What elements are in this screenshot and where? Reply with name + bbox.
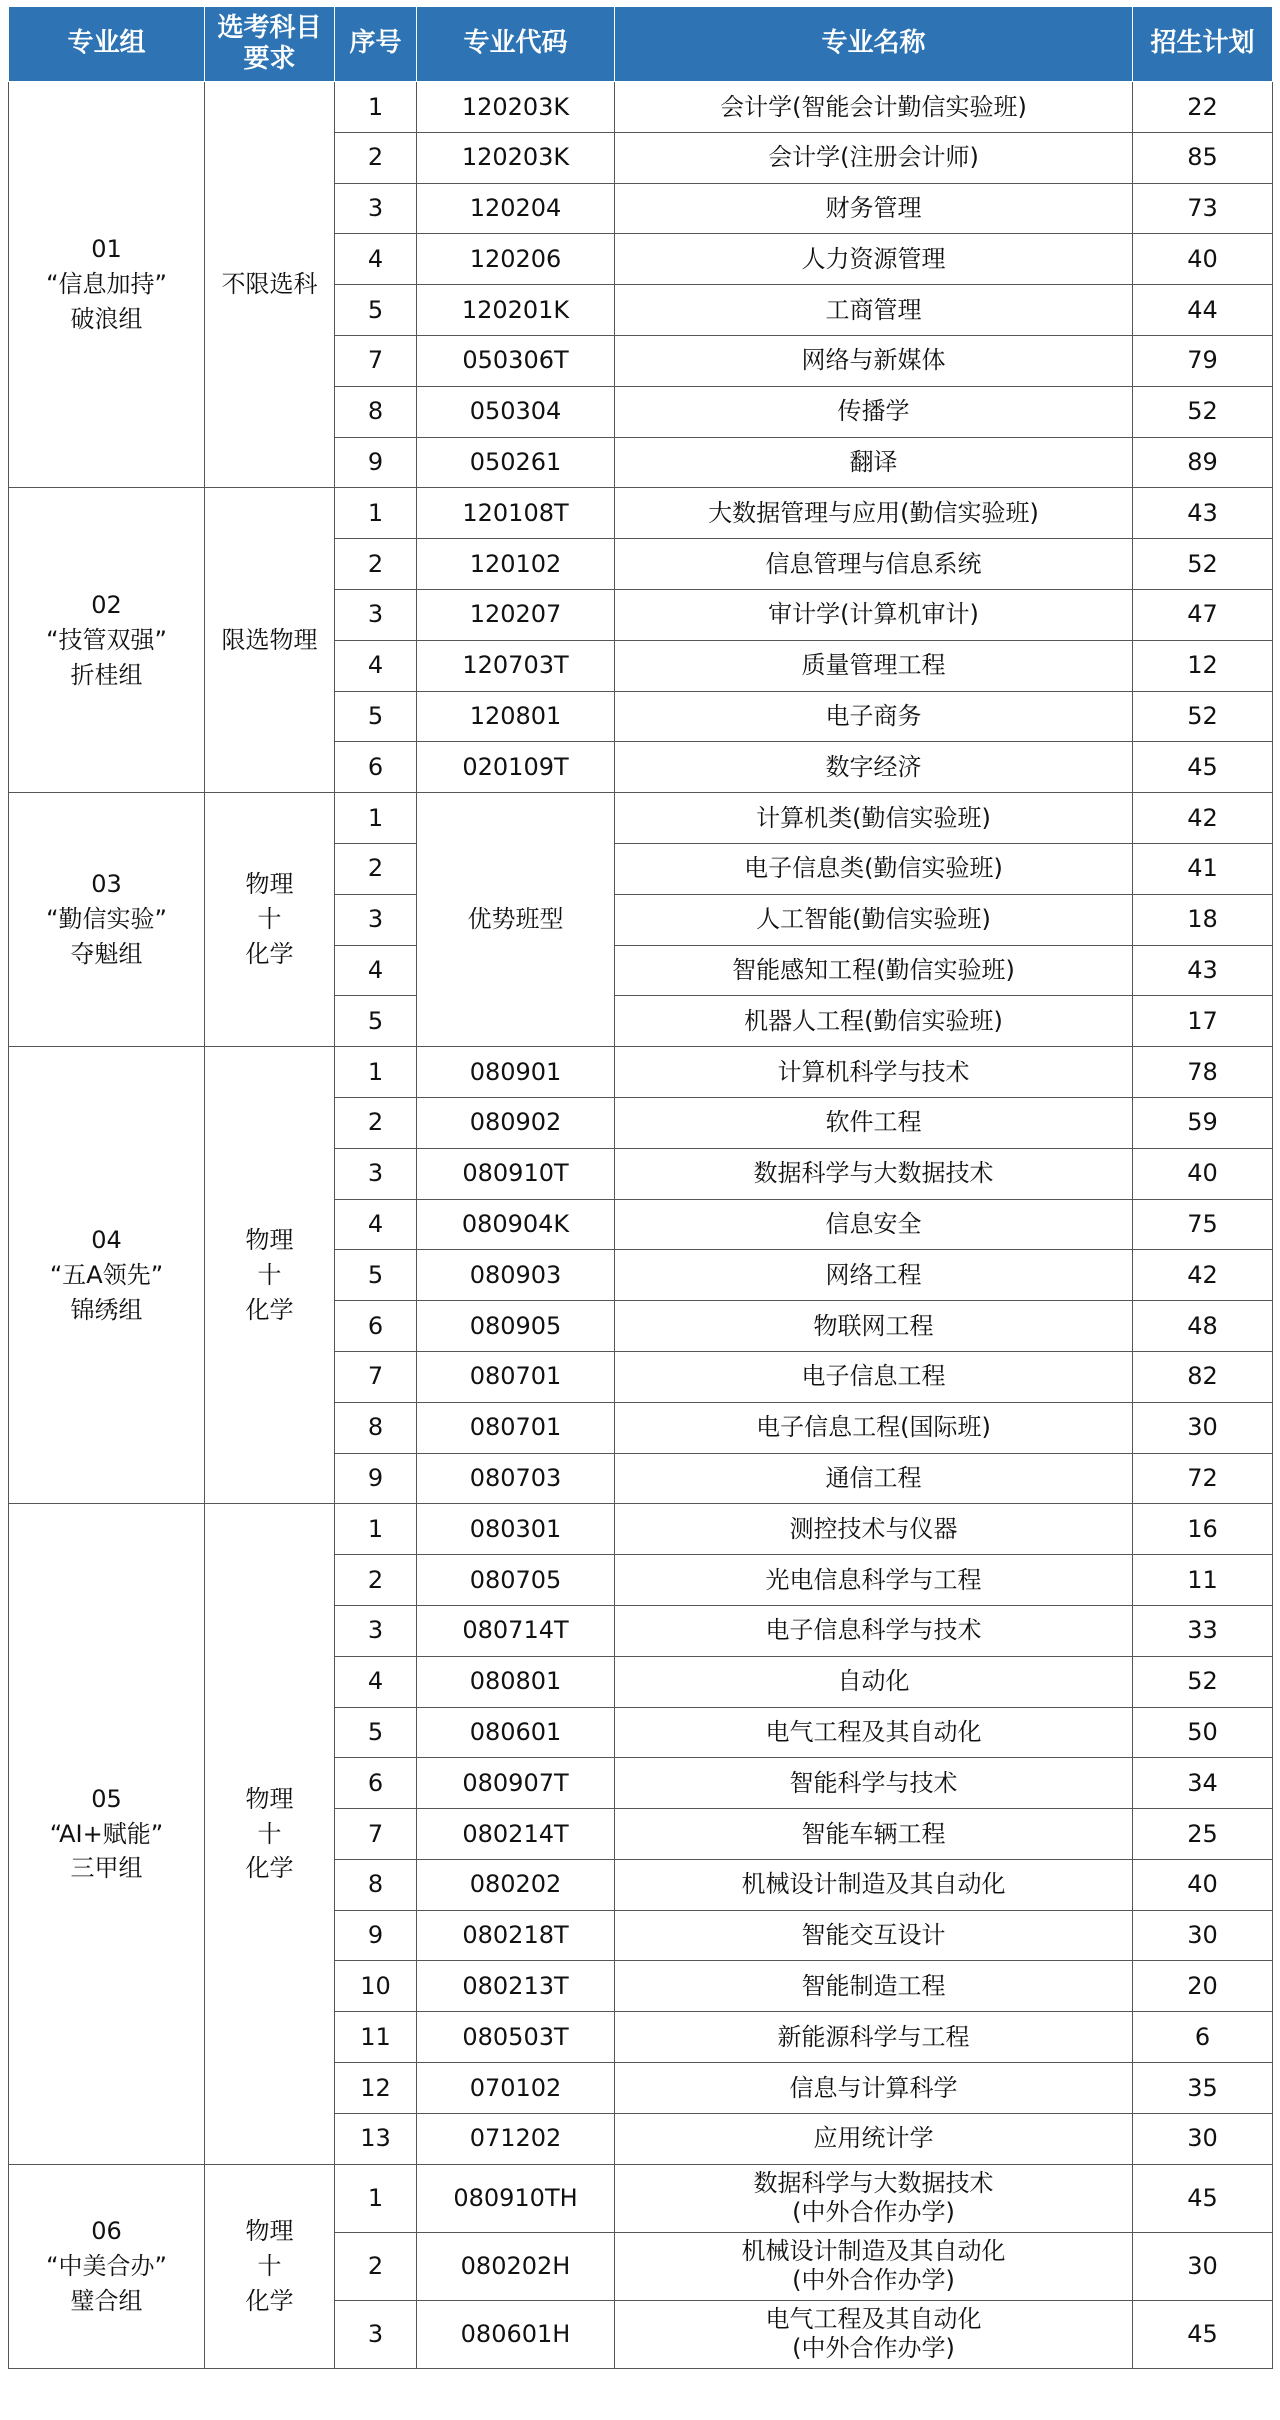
code-cell: 080910TH	[417, 2164, 615, 2232]
seq-cell: 11	[335, 2012, 417, 2063]
code-cell: 120207	[417, 589, 615, 640]
requirement-line: 十	[257, 1819, 282, 1848]
major-name-line: 电子信息类(勤信实验班)	[744, 854, 1003, 883]
code-cell: 080701	[417, 1351, 615, 1402]
seq-cell: 4	[335, 640, 417, 691]
code-cell: 120102	[417, 539, 615, 590]
requirement-line: 化学	[245, 1854, 294, 1883]
plan-cell: 45	[1133, 2300, 1273, 2368]
major-name-cell	[615, 2300, 1133, 2368]
major-name-line: 数据科学与大数据技术	[753, 2169, 994, 2198]
plan-cell: 89	[1133, 437, 1273, 488]
plan-cell: 35	[1133, 2063, 1273, 2114]
major-name-cell	[615, 386, 1133, 437]
major-name-line: 信息管理与信息系统	[765, 549, 982, 578]
code-cell: 050304	[417, 386, 615, 437]
code-cell: 120201K	[417, 285, 615, 336]
major-name-line: 网络与新媒体	[801, 346, 946, 375]
code-cell: 080705	[417, 1555, 615, 1606]
plan-cell: 59	[1133, 1097, 1273, 1148]
table-row	[9, 82, 1273, 133]
plan-cell: 20	[1133, 1961, 1273, 2012]
seq-cell: 7	[335, 1351, 417, 1402]
requirement-cell	[205, 488, 335, 793]
seq-cell: 4	[335, 234, 417, 285]
code-cell: 080801	[417, 1656, 615, 1707]
requirement-cell	[205, 1504, 335, 2164]
major-name-cell	[615, 640, 1133, 691]
code-cell: 080907T	[417, 1758, 615, 1809]
code-cell: 080202H	[417, 2232, 615, 2300]
major-name-line: (中外合作办学)	[792, 2266, 955, 2295]
major-name-cell	[615, 1859, 1133, 1910]
seq-cell: 9	[335, 437, 417, 488]
header-major-name: 专业名称	[615, 7, 1133, 82]
major-name-cell	[615, 1656, 1133, 1707]
major-name-cell	[615, 437, 1133, 488]
major-name-line: 电气工程及其自动化	[765, 1718, 982, 1746]
seq-cell: 5	[335, 691, 417, 742]
requirement-line: 不限选科	[221, 270, 318, 299]
major-name-line: 应用统计学	[813, 2124, 934, 2153]
requirement-line: 化学	[245, 940, 294, 969]
major-name-cell	[615, 691, 1133, 742]
header-seq: 序号	[335, 7, 417, 82]
seq-cell: 6	[335, 1301, 417, 1352]
group-num: 05	[91, 1784, 122, 1813]
code-cell: 080714T	[417, 1605, 615, 1656]
group-sub: 折桂组	[70, 660, 143, 689]
seq-cell: 2	[335, 1555, 417, 1606]
seq-cell: 8	[335, 1859, 417, 1910]
plan-cell: 52	[1133, 691, 1273, 742]
seq-cell: 8	[335, 386, 417, 437]
requirement-cell	[205, 82, 335, 488]
major-name-cell	[615, 1351, 1133, 1402]
plan-cell: 30	[1133, 1402, 1273, 1453]
major-name-line: 人工智能(勤信实验班)	[756, 905, 991, 934]
major-name-cell	[615, 1605, 1133, 1656]
seq-cell: 5	[335, 1250, 417, 1301]
code-cell: 080701	[417, 1402, 615, 1453]
plan-cell: 45	[1133, 742, 1273, 793]
group-name: “AI+赋能”	[49, 1819, 164, 1848]
major-name-cell	[615, 1148, 1133, 1199]
plan-cell: 18	[1133, 894, 1273, 945]
major-name-line: 测控技术与仪器	[789, 1514, 958, 1543]
code-cell: 080904K	[417, 1199, 615, 1250]
seq-cell: 4	[335, 1199, 417, 1250]
seq-cell: 6	[335, 1758, 417, 1809]
seq-cell: 2	[335, 132, 417, 183]
major-name-cell	[615, 996, 1133, 1047]
seq-cell: 3	[335, 1148, 417, 1199]
major-name-cell	[615, 132, 1133, 183]
group-num: 03	[91, 870, 122, 899]
major-name-line: (中外合作办学)	[792, 2198, 955, 2227]
major-name-cell	[615, 2164, 1133, 2232]
major-name-cell	[615, 2113, 1133, 2164]
major-name-cell	[615, 1402, 1133, 1453]
plan-cell: 48	[1133, 1301, 1273, 1352]
major-name-cell	[615, 1250, 1133, 1301]
plan-cell: 40	[1133, 1148, 1273, 1199]
table-row	[9, 1047, 1273, 1098]
major-name-line: 会计学(智能会计勤信实验班)	[720, 92, 1027, 121]
seq-cell: 7	[335, 1809, 417, 1860]
seq-cell: 7	[335, 335, 417, 386]
requirement-line: 十	[257, 1260, 282, 1289]
seq-cell: 9	[335, 1910, 417, 1961]
requirement-line: 物理	[245, 2216, 294, 2245]
seq-cell: 3	[335, 183, 417, 234]
plan-cell: 82	[1133, 1351, 1273, 1402]
requirement-line: 十	[257, 2251, 282, 2280]
major-name-line: 电子信息工程	[801, 1362, 946, 1391]
major-name-line: 电子信息科学与技术	[765, 1616, 982, 1645]
group-name: “技管双强”	[46, 625, 167, 654]
plan-cell: 42	[1133, 1250, 1273, 1301]
major-name-line: 质量管理工程	[801, 651, 946, 680]
major-name-line: 软件工程	[825, 1108, 922, 1137]
group-num: 04	[91, 1226, 122, 1255]
code-cell: 080218T	[417, 1910, 615, 1961]
group-sub: 锦绣组	[70, 1295, 143, 1324]
code-cell-merged: 优势班型	[417, 793, 615, 1047]
seq-cell: 4	[335, 1656, 417, 1707]
plan-cell: 45	[1133, 2164, 1273, 2232]
plan-cell: 78	[1133, 1047, 1273, 1098]
table-row	[9, 793, 1273, 844]
group-cell	[9, 1047, 205, 1504]
major-name-line: 人力资源管理	[801, 244, 946, 273]
seq-cell: 3	[335, 1605, 417, 1656]
major-name-cell	[615, 945, 1133, 996]
table-row	[9, 1504, 1273, 1555]
code-cell: 070102	[417, 2063, 615, 2114]
plan-cell: 40	[1133, 234, 1273, 285]
seq-cell: 10	[335, 1961, 417, 2012]
seq-cell: 6	[335, 742, 417, 793]
major-name-cell	[615, 589, 1133, 640]
major-name-cell	[615, 2012, 1133, 2063]
code-cell: 071202	[417, 2113, 615, 2164]
seq-cell: 1	[335, 488, 417, 539]
major-name-cell	[615, 234, 1133, 285]
group-cell	[9, 793, 205, 1047]
group-cell	[9, 2164, 205, 2368]
major-name-line: 数据科学与大数据技术	[753, 1159, 994, 1188]
major-name-cell	[615, 1199, 1133, 1250]
seq-cell: 8	[335, 1402, 417, 1453]
major-name-line: 信息安全	[825, 1210, 922, 1239]
group-sub: 破浪组	[70, 305, 143, 334]
seq-cell: 2	[335, 843, 417, 894]
group-cell	[9, 82, 205, 488]
major-name-line: 计算机科学与技术	[777, 1057, 970, 1086]
header-requirement	[205, 7, 335, 82]
major-name-line: 光电信息科学与工程	[765, 1565, 982, 1594]
group-name: “中美合办”	[46, 2251, 167, 2280]
plan-cell: 50	[1133, 1707, 1273, 1758]
seq-cell: 9	[335, 1453, 417, 1504]
requirement-line: 限选物理	[221, 625, 318, 654]
plan-cell: 17	[1133, 996, 1273, 1047]
major-name-cell	[615, 285, 1133, 336]
code-cell: 120203K	[417, 82, 615, 133]
major-name-line: (中外合作办学)	[792, 2334, 955, 2363]
code-cell: 120203K	[417, 132, 615, 183]
code-cell: 080601	[417, 1707, 615, 1758]
plan-cell: 41	[1133, 843, 1273, 894]
code-cell: 120703T	[417, 640, 615, 691]
seq-cell: 5	[335, 996, 417, 1047]
code-cell: 080905	[417, 1301, 615, 1352]
requirement-line: 化学	[245, 2286, 294, 2315]
plan-cell: 11	[1133, 1555, 1273, 1606]
seq-cell: 1	[335, 2164, 417, 2232]
major-name-line: 数字经济	[825, 752, 922, 781]
major-name-line: 大数据管理与应用(勤信实验班)	[708, 498, 1039, 527]
group-num: 01	[91, 235, 122, 264]
group-sub: 三甲组	[70, 1854, 143, 1883]
requirement-line: 物理	[245, 1784, 294, 1813]
code-cell: 080214T	[417, 1809, 615, 1860]
table-row	[9, 2164, 1273, 2232]
code-cell: 050306T	[417, 335, 615, 386]
plan-cell: 16	[1133, 1504, 1273, 1555]
requirement-line: 化学	[245, 1295, 294, 1324]
major-name-line: 会计学(注册会计师)	[768, 143, 979, 172]
major-name-line: 智能交互设计	[801, 1921, 946, 1950]
seq-cell: 12	[335, 2063, 417, 2114]
requirement-cell	[205, 2164, 335, 2368]
major-name-line: 自动化	[837, 1667, 910, 1696]
requirement-line: 物理	[245, 870, 294, 899]
seq-cell: 5	[335, 1707, 417, 1758]
major-name-cell	[615, 488, 1133, 539]
group-name: “五A领先”	[49, 1260, 164, 1289]
major-name-cell	[615, 1047, 1133, 1098]
seq-cell: 13	[335, 2113, 417, 2164]
header-row	[9, 7, 1273, 82]
major-name-cell	[615, 1961, 1133, 2012]
plan-cell: 85	[1133, 132, 1273, 183]
major-name-cell	[615, 82, 1133, 133]
major-name-line: 电子信息工程(国际班)	[756, 1413, 991, 1442]
major-name-line: 财务管理	[825, 194, 922, 223]
plan-cell: 72	[1133, 1453, 1273, 1504]
major-name-line: 传播学	[837, 397, 910, 426]
plan-cell: 22	[1133, 82, 1273, 133]
header-requirement-line: 要求	[243, 44, 296, 74]
seq-cell: 1	[335, 1504, 417, 1555]
code-cell: 080202	[417, 1859, 615, 1910]
major-name-cell	[615, 2063, 1133, 2114]
code-cell: 080903	[417, 1250, 615, 1301]
code-cell: 050261	[417, 437, 615, 488]
table-row	[9, 488, 1273, 539]
major-name-cell	[615, 843, 1133, 894]
seq-cell: 1	[335, 82, 417, 133]
major-name-line: 智能车辆工程	[801, 1819, 946, 1848]
plan-cell: 52	[1133, 539, 1273, 590]
major-name-cell	[615, 335, 1133, 386]
major-name-cell	[615, 793, 1133, 844]
code-cell: 120801	[417, 691, 615, 742]
code-cell: 080213T	[417, 1961, 615, 2012]
major-name-line: 计算机类(勤信实验班)	[756, 803, 991, 832]
enrollment-table	[8, 6, 1273, 2369]
plan-cell: 52	[1133, 1656, 1273, 1707]
major-name-cell	[615, 1097, 1133, 1148]
code-cell: 080901	[417, 1047, 615, 1098]
code-cell: 120206	[417, 234, 615, 285]
seq-cell: 2	[335, 1097, 417, 1148]
major-name-cell	[615, 894, 1133, 945]
plan-cell: 42	[1133, 793, 1273, 844]
plan-cell: 43	[1133, 488, 1273, 539]
major-name-cell	[615, 183, 1133, 234]
major-name-cell	[615, 2232, 1133, 2300]
header-plan: 招生计划	[1133, 7, 1273, 82]
header-code: 专业代码	[417, 7, 615, 82]
group-name: “信息加持”	[46, 270, 167, 299]
major-name-line: 电气工程及其自动化	[765, 2305, 982, 2334]
group-num: 06	[91, 2216, 122, 2245]
plan-cell: 44	[1133, 285, 1273, 336]
plan-cell: 52	[1133, 386, 1273, 437]
group-name: “勤信实验”	[46, 905, 167, 934]
major-name-cell	[615, 1555, 1133, 1606]
major-name-cell	[615, 1809, 1133, 1860]
major-name-cell	[615, 1758, 1133, 1809]
major-name-line: 智能科学与技术	[789, 1768, 958, 1797]
seq-cell: 3	[335, 2300, 417, 2368]
group-cell	[9, 488, 205, 793]
seq-cell: 2	[335, 539, 417, 590]
code-cell: 020109T	[417, 742, 615, 793]
group-sub: 夺魁组	[70, 940, 143, 969]
plan-cell: 12	[1133, 640, 1273, 691]
major-name-line: 智能感知工程(勤信实验班)	[732, 956, 1015, 985]
plan-cell: 6	[1133, 2012, 1273, 2063]
plan-cell: 30	[1133, 2232, 1273, 2300]
plan-cell: 40	[1133, 1859, 1273, 1910]
plan-cell: 33	[1133, 1605, 1273, 1656]
seq-cell: 1	[335, 793, 417, 844]
code-cell: 080902	[417, 1097, 615, 1148]
plan-cell: 30	[1133, 2113, 1273, 2164]
major-name-cell	[615, 1301, 1133, 1352]
plan-cell: 34	[1133, 1758, 1273, 1809]
seq-cell: 3	[335, 589, 417, 640]
code-cell: 080703	[417, 1453, 615, 1504]
major-name-line: 机械设计制造及其自动化	[741, 2237, 1006, 2266]
major-name-cell	[615, 1453, 1133, 1504]
major-name-line: 网络工程	[825, 1260, 922, 1289]
plan-cell: 43	[1133, 945, 1273, 996]
major-name-line: 新能源科学与工程	[777, 2022, 970, 2051]
major-name-cell	[615, 742, 1133, 793]
code-cell: 080503T	[417, 2012, 615, 2063]
major-name-line: 机器人工程(勤信实验班)	[744, 1006, 1003, 1035]
major-name-line: 工商管理	[825, 295, 922, 324]
plan-cell: 30	[1133, 1910, 1273, 1961]
code-cell: 080910T	[417, 1148, 615, 1199]
code-cell: 120204	[417, 183, 615, 234]
seq-cell: 1	[335, 1047, 417, 1098]
plan-cell: 75	[1133, 1199, 1273, 1250]
major-name-line: 物联网工程	[813, 1311, 934, 1340]
plan-cell: 73	[1133, 183, 1273, 234]
header-group: 专业组	[9, 7, 205, 82]
header-requirement-line: 选考科目	[217, 12, 322, 43]
requirement-line: 物理	[245, 1226, 294, 1255]
seq-cell: 3	[335, 894, 417, 945]
requirement-cell	[205, 793, 335, 1047]
major-name-cell	[615, 1910, 1133, 1961]
major-name-cell	[615, 1504, 1133, 1555]
major-name-cell	[615, 1707, 1133, 1758]
major-name-line: 智能制造工程	[801, 1971, 946, 2000]
requirement-line: 十	[257, 905, 282, 934]
seq-cell: 5	[335, 285, 417, 336]
plan-cell: 25	[1133, 1809, 1273, 1860]
major-name-line: 信息与计算科学	[789, 2073, 958, 2102]
table-body	[9, 82, 1273, 2369]
major-name-line: 通信工程	[825, 1464, 922, 1493]
code-cell: 080301	[417, 1504, 615, 1555]
plan-cell: 79	[1133, 335, 1273, 386]
requirement-cell	[205, 1047, 335, 1504]
major-name-line: 审计学(计算机审计)	[768, 600, 979, 629]
seq-cell: 4	[335, 945, 417, 996]
major-name-line: 电子商务	[825, 702, 922, 731]
major-name-cell	[615, 539, 1133, 590]
plan-cell: 47	[1133, 589, 1273, 640]
group-sub: 璧合组	[70, 2286, 143, 2315]
code-cell: 120108T	[417, 488, 615, 539]
seq-cell: 2	[335, 2232, 417, 2300]
code-cell: 080601H	[417, 2300, 615, 2368]
group-cell	[9, 1504, 205, 2164]
group-num: 02	[91, 591, 122, 620]
major-name-line: 翻译	[849, 448, 898, 477]
major-name-line: 机械设计制造及其自动化	[741, 1870, 1006, 1899]
